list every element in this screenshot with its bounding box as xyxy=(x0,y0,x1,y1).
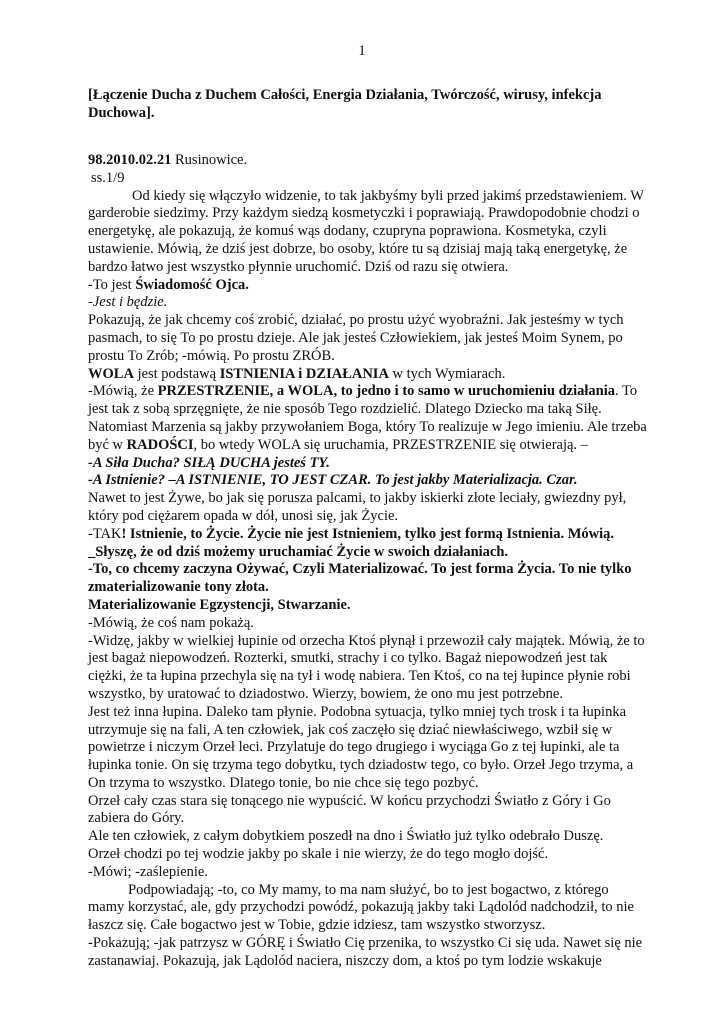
paragraph-2: -To jest Świadomość Ojca. xyxy=(88,276,249,293)
session-code: ss.1/9 xyxy=(91,169,125,186)
paragraph-15: -Widzę, jakby w wielkiej łupinie od orzecha Ktoś płynął i przewoził cały majątek. Mówią, że to jest bagaż niepowodzeń. Rozterki, smutki, strachy i co tylko. Bagaż niepowodzeń jest tak ciężki, że ta łupina przechyla się na tył i wodę nabiera. Ten Ktoś, co na tej łupince płynie robi wszystko, by uratować to dziadostwo. Wierzy, bowiem, że ono mu jest potrzebne. xyxy=(88,632,645,702)
paragraph-19: Orzeł chodzi po tej wodzie jakby po skale i nie wierzy, że do tego mogło dojść. xyxy=(88,846,549,863)
paragraph-8: -A Istnienie? –A ISTNIENIE, TO JEST CZAR. To jest jakby Materializacja. Czar. xyxy=(88,472,578,489)
paragraph-21: Podpowiadają; -to, co My mamy, to ma nam służyć, bo to jest bogactwo, z którego mamy korzystać, ale, gdy przychodzi powódź, pokazują jakby taki Lądolód nadchodził, to nie łaszcz się. Całe bogactwo jest w Tobie, gdzie idziesz, tam wszystko stworzysz. xyxy=(88,881,634,934)
bold-phrase: Świadomość Ojca. xyxy=(135,276,249,293)
paragraph-1: Od kiedy się włączyło widzenie, to tak jakbyśmy byli przed jakimś przedstawieniem. W garderobie siedzimy. Przy każdym siedzą kosmetyczki i poprawiają. Prawdopodobnie chodzi o energetykę, ale pokazują, że komuś wąs dodany, czupryna poprawiona. Kosmetyka, czyli ustawienie. Mówią, że dziś jest dobrze, bo osoby, które tu są dzisiaj mają taką energetykę, że bardzo łatwo jest wszystko płynnie uruchomić. Dziś od razu się otwiera. xyxy=(88,187,644,275)
session-date-line xyxy=(88,152,648,170)
paragraph-10: -TAK! Istnienie, to Życie. Życie nie jest Istnieniem, tylko jest formą Istnienia. Mówią. xyxy=(88,525,615,542)
paragraph-16: Jest też inna łupina. Daleko tam płynie. Podobna sytuacja, tylko mniej tych trosk i ta łupinka utrzymuje się na fali, A ten człowiek, jak coś zaczęło się dziać niewłaściwego, wzbił się w powietrze i niczym Orzeł leci. Przylatuje do tego drugiego i wyciąga Go z tej łupinki, ale ta łupinka tonie. On się trzyma tego dobytku, tych dziadostw tego, co było. Orzeł Jego trzyma, a On trzyma to wszystko. Dlatego tonie, bo nie chce się tego pozbyć. xyxy=(88,703,634,791)
place-name: Rusinowice. xyxy=(171,152,248,168)
paragraph-14: -Mówią, że coś nam pokażą. xyxy=(88,614,254,631)
paragraph-3: -Jest i będzie. xyxy=(88,294,168,311)
date-code: 98.2010.02.21 xyxy=(88,152,172,168)
paragraph-4: Pokazują, że jak chcemy coś zrobić, działać, po prostu użyć wyobraźni. Jak jesteśmy w tych pasmach, to się To po prostu dzieje. Ale jak jesteś Człowiekiem, jak jesteś Moim Synem, po prostu To Zrób; -mówią. Po prostu ZRÓB. xyxy=(88,312,624,364)
paragraph-5: WOLA jest podstawą ISTNIENIA i DZIAŁANIA w tych Wymiarach. xyxy=(88,365,506,382)
page-number: 1 xyxy=(358,43,366,59)
document-body xyxy=(88,152,648,971)
paragraph-7: -A Siła Ducha? SIŁĄ DUCHA jesteś TY. xyxy=(88,454,330,471)
paragraph-13: Materializowanie Egzystencji, Stwarzanie. xyxy=(88,596,351,613)
paragraph-18: Ale ten człowiek, z całym dobytkiem poszedł na dno i Światło już tylko odebrało Duszę. xyxy=(88,828,604,845)
document-title: [Łączenie Ducha z Duchem Całości, Energia Działania, Twórczość, wirusy, infekcja Duchowa]. xyxy=(88,87,602,121)
paragraph-11: _Słyszę, że od dziś możemy uruchamiać Życie w swoich działaniach. xyxy=(88,543,509,560)
paragraph-22: -Pokazują; -jak patrzysz w GÓRĘ i Światło Cię przenika, to wszystko Ci się uda. Nawet się nie zastanawiaj. Pokazują, jak Lądolód naciera, niszczy dom, a ktoś po tym lodzie wskakuje xyxy=(88,935,643,969)
paragraph-20: -Mówi; -zaślepienie. xyxy=(88,863,208,880)
paragraph-6: -Mówią, że PRZESTRZENIE, a WOLA, to jedno i to samo w uruchomieniu działania. To jest tak z sobą sprzęgnięte, że nie sposób Tego rozdzielić. Dlatego Dziecko ma taką Siłę. Natomiast Marzenia są jakby przywołaniem Boga, który To realizuje w Jego imieniu. Ale trzeba być w RADOŚCI, bo wtedy WOLA się uruchamia, PRZESTRZENIE się otwierają. – xyxy=(88,383,647,453)
paragraph-9: Nawet to jest Żywe, bo jak się porusza palcami, to jakby iskierki złote leciały, gwiezdny pył, który pod ciężarem opada w dół, unosi się, jak Życie. xyxy=(88,490,627,524)
paragraph-17: Orzeł cały czas stara się tonącego nie wypuścić. W końcu przychodzi Światło z Góry i Go zabiera do Góry. xyxy=(88,792,611,827)
paragraph-12: -To, co chcemy zaczyna Ożywać, Czyli Materializować. To jest forma Życia. To nie tylko zmaterializowanie tony złota. xyxy=(88,561,632,596)
